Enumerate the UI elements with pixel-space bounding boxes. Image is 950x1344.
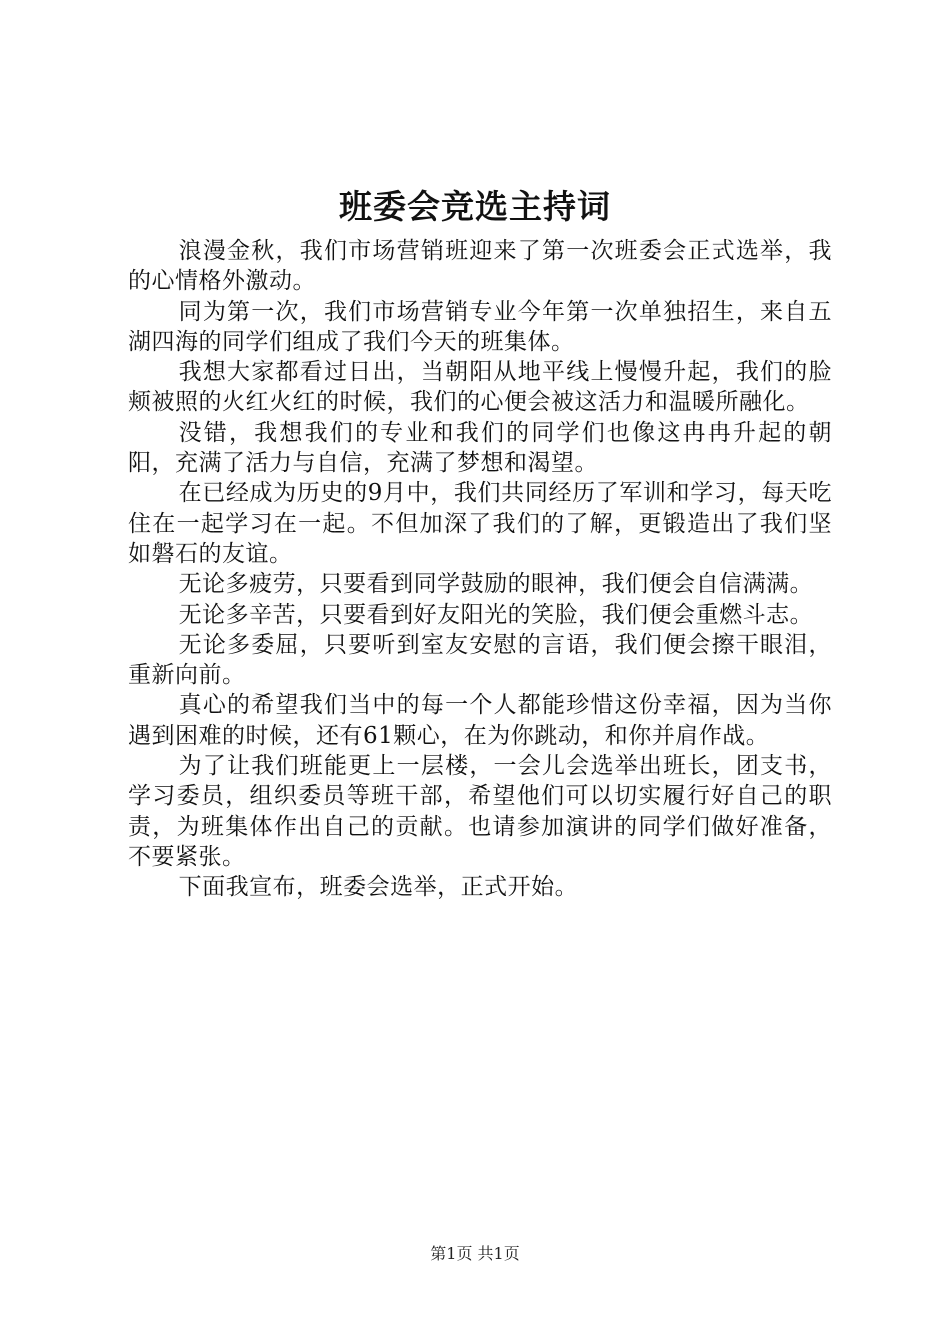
paragraph-9: 真心的希望我们当中的每一个人都能珍惜这份幸福，因为当你遇到困难的时候，还有61颗心，在为你跳动，和你并肩作战。: [128, 692, 832, 749]
paragraph-2: 同为第一次，我们市场营销专业今年第一次单独招生，来自五湖四海的同学们组成了我们今天的班集体。: [128, 298, 832, 355]
paragraph-7: 无论多辛苦，只要看到好友阳光的笑脸，我们便会重燃斗志。: [178, 601, 814, 628]
paragraph-6: 无论多疲劳，只要看到同学鼓励的眼神，我们便会自信满满。: [178, 571, 814, 598]
paragraph-1: 浪漫金秋，我们市场营销班迎来了第一次班委会正式选举，我的心情格外激动。: [128, 238, 832, 295]
page-number-footer: 第1页 共1页: [430, 1244, 520, 1263]
paragraph-11: 下面我宣布，班委会选举，正式开始。: [178, 874, 579, 901]
paragraph-5: 在已经成为历史的9月中，我们共同经历了军训和学习，每天吃住在一起学习在一起。不但加深了我们的了解，更锻造出了我们坚如磐石的友谊。: [128, 480, 832, 567]
paragraph-8: 无论多委屈，只要听到室友安慰的言语，我们便会擦干眼泪，重新向前。: [128, 631, 832, 689]
paragraph-10: 为了让我们班能更上一层楼，一会儿会选举出班长，团支书，学习委员，组织委员等班干部，希望他们可以切实履行好自己的职责，为班集体作出自己的贡献。也请参加演讲的同学们做好准备，不要紧张。: [128, 753, 832, 870]
paragraph-4: 没错，我想我们的专业和我们的同学们也像这冉冉升起的朝阳，充满了活力与自信，充满了梦想和渴望。: [128, 419, 832, 477]
paragraph-3: 我想大家都看过日出，当朝阳从地平线上慢慢升起，我们的脸颊被照的火红火红的时候，我们的心便会被这活力和温暖所融化。: [128, 359, 832, 416]
document-body: [128, 236, 832, 903]
document-title: 班委会竞选主持词: [339, 187, 611, 226]
